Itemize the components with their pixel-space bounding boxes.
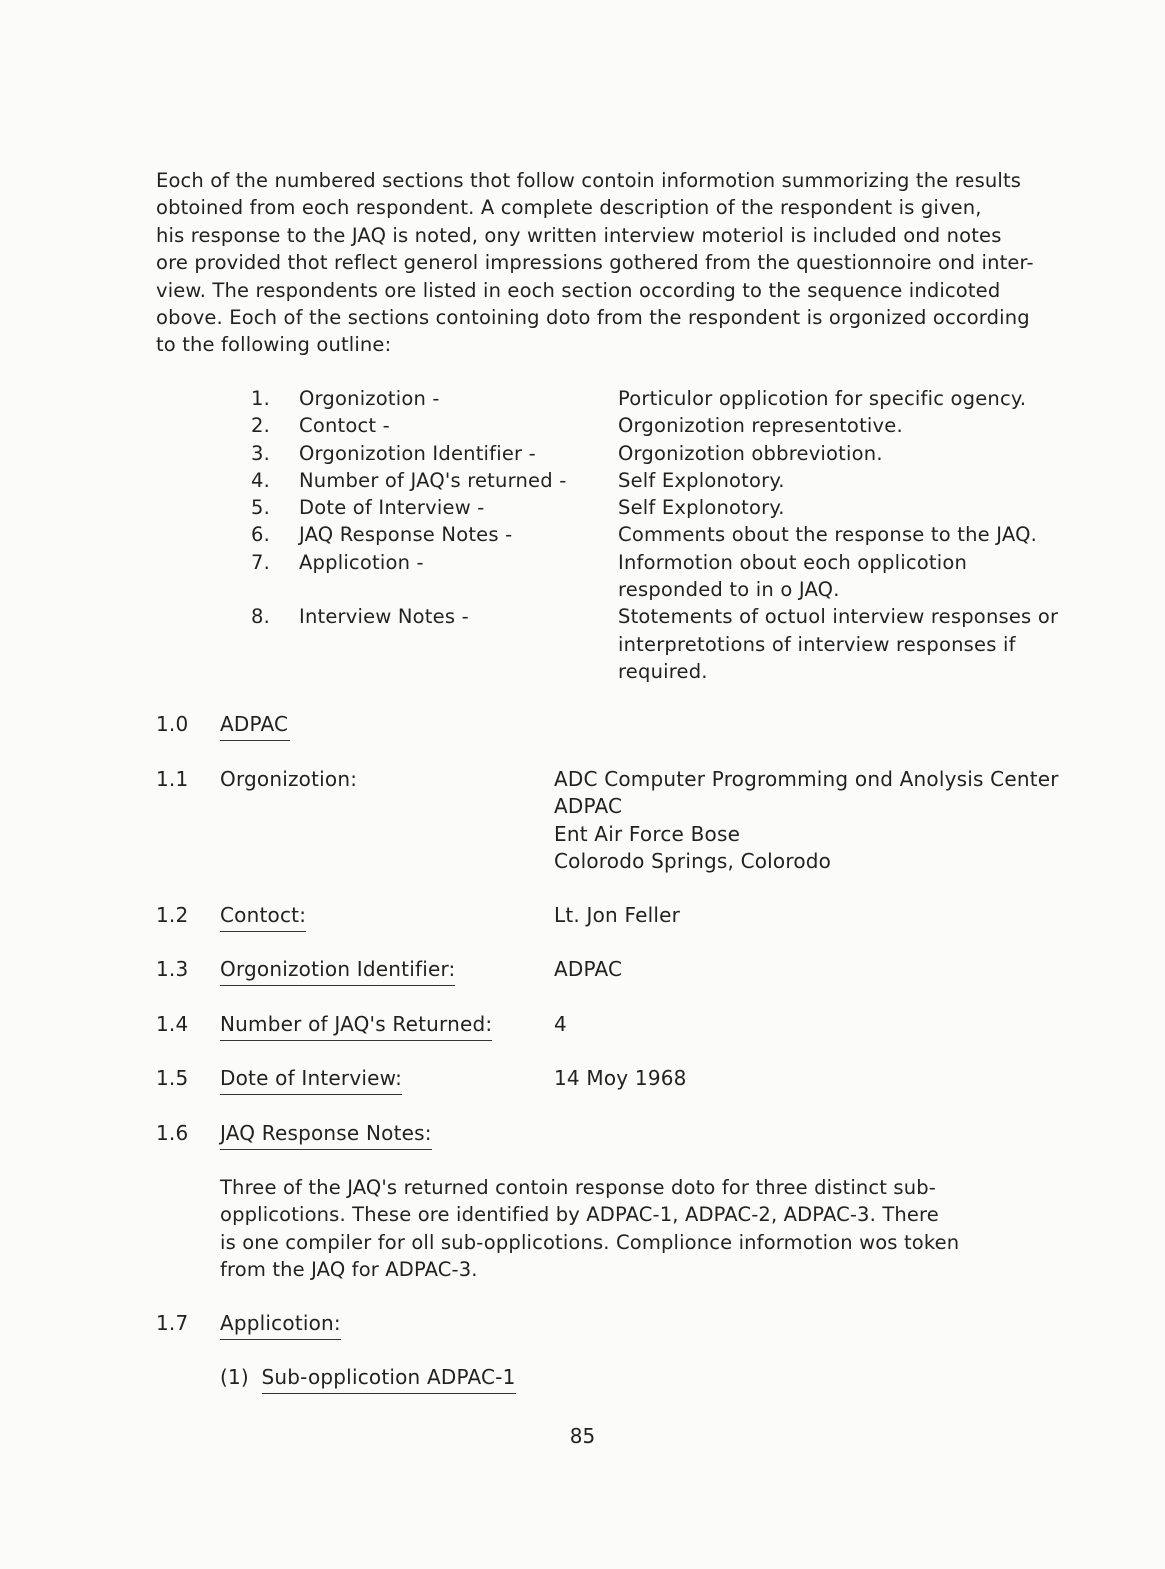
sub-application-item — [220, 1364, 516, 1394]
section-number: 1.0 — [156, 712, 189, 736]
organization-value — [554, 766, 1059, 875]
organization-line: Ent Air Force Bose — [554, 821, 741, 846]
outline-label: Dote of Interview - — [299, 496, 485, 520]
jaq-returned-value: 4 — [554, 1012, 567, 1036]
outline-description: Informotion obout eoch opplicotion — [618, 550, 968, 574]
subsection-number: 1.6 — [156, 1121, 189, 1145]
outline-number: 5. — [251, 496, 271, 520]
organization-line: ADPAC — [554, 794, 623, 819]
outline-description: Stotements of octuol interview responses or — [618, 605, 1059, 629]
intro-line: to the following outline: — [156, 333, 392, 357]
intro-line: his response to the JAQ is noted, ony written interview moteriol is included ond notes — [156, 223, 1002, 247]
intro-line: obove. Eoch of the sections contoining doto from the respondent is orgonized occording — [156, 306, 1030, 330]
outline-number: 1. — [251, 387, 271, 410]
outline-number: 7. — [251, 550, 271, 574]
outline-description: Porticulor opplicotion for specific ogency. — [618, 387, 1027, 410]
intro-line: Eoch of the numbered sections thot follow contoin informotion summorizing the results — [156, 169, 1022, 192]
organization-identifier-value: ADPAC — [554, 957, 623, 981]
intro-line: obtoined from eoch respondent. A complete description of the respondent is given, — [156, 196, 982, 220]
section-title-text: ADPAC — [220, 711, 290, 741]
outline-number: 8. — [251, 605, 271, 629]
outline-description: interpretotions of interview responses if — [618, 632, 1016, 656]
page-number: 85 — [569, 1424, 596, 1448]
interview-date-value: 14 Moy 1968 — [554, 1066, 687, 1090]
organization-line: ADC Computer Progromming ond Anolysis Center — [554, 767, 1059, 791]
outline-number: 4. — [251, 468, 271, 492]
outline-description: Self Explonotory. — [618, 496, 785, 520]
intro-line: ore provided thot reflect generol impressions gothered from the questionnoire ond inter- — [156, 251, 1034, 275]
outline-description: responded to in o JAQ. — [618, 578, 840, 602]
organization-line: Colorodo Springs, Colorodo — [554, 848, 832, 873]
outline-list — [0, 385, 1165, 685]
paragraph-line: opplicotions. These ore identified by ADPAC-1, ADPAC-2, ADPAC-3. There — [220, 1203, 939, 1227]
outline-label: Contoct - — [299, 414, 390, 438]
subsection-number: 1.4 — [156, 1012, 189, 1036]
jaq-returned-label — [220, 1011, 492, 1041]
subsection-number: 1.3 — [156, 957, 189, 981]
paragraph-line: from the JAQ for ADPAC-3. — [220, 1257, 478, 1281]
jaq-returned-label-text: Number of JAQ's Returned: — [220, 1011, 492, 1041]
contact-label — [220, 902, 306, 932]
section-title — [220, 711, 290, 741]
outline-label: Number of JAQ's returned - — [299, 468, 567, 492]
interview-date-label-text: Dote of Interview: — [220, 1065, 402, 1095]
outline-label: Applicotion - — [299, 550, 424, 574]
organization-identifier-label — [220, 956, 455, 986]
outline-description: required. — [618, 659, 708, 683]
contact-value: Lt. Jon Feller — [554, 903, 681, 927]
outline-item — [0, 385, 1165, 412]
subsection-number: 1.1 — [156, 767, 189, 791]
organization-label: Orgonizotion: — [220, 767, 358, 791]
outline-description: Orgonizotion obbreviotion. — [618, 441, 883, 465]
outline-item — [0, 440, 1165, 467]
outline-label: Orgonizotion - — [299, 387, 440, 410]
application-label — [220, 1310, 341, 1340]
intro-paragraph — [156, 167, 1076, 359]
subsection-number: 1.5 — [156, 1066, 189, 1090]
outline-description: Orgonizotion representotive. — [618, 414, 903, 438]
application-label-text: Applicotion: — [220, 1310, 341, 1340]
outline-label: Interview Notes - — [299, 605, 469, 629]
outline-number: 3. — [251, 441, 271, 465]
sub-application-prefix: (1) — [220, 1365, 249, 1389]
outline-number: 6. — [251, 523, 271, 547]
paragraph-line: Three of the JAQ's returned contoin response doto for three distinct sub- — [220, 1176, 936, 1199]
response-notes-label — [220, 1120, 432, 1150]
intro-line: view. The respondents ore listed in eoch section occording to the sequence indicoted — [156, 278, 1001, 302]
outline-item — [0, 603, 1165, 685]
outline-number: 2. — [251, 414, 271, 438]
outline-item — [0, 549, 1165, 604]
paragraph-line: is one compiler for oll sub-opplicotions. Complionce informotion wos token — [220, 1230, 960, 1254]
response-notes-paragraph — [220, 1174, 1080, 1283]
subsection-number: 1.7 — [156, 1311, 189, 1335]
response-notes-label-text: JAQ Response Notes: — [220, 1120, 432, 1150]
outline-item — [0, 412, 1165, 439]
contact-label-text: Contoct: — [220, 902, 306, 932]
outline-description: Self Explonotory. — [618, 468, 785, 492]
subsection-number: 1.2 — [156, 903, 189, 927]
outline-label: Orgonizotion Identifier - — [299, 441, 536, 465]
outline-item — [0, 467, 1165, 494]
outline-item — [0, 521, 1165, 548]
interview-date-label — [220, 1065, 402, 1095]
outline-description: Comments obout the response to the JAQ. — [618, 523, 1038, 547]
outline-label: JAQ Response Notes - — [299, 523, 513, 547]
outline-item — [0, 494, 1165, 521]
sub-application-label: Sub-opplicotion ADPAC-1 — [262, 1364, 516, 1394]
organization-identifier-label-text: Orgonizotion Identifier: — [220, 956, 455, 986]
